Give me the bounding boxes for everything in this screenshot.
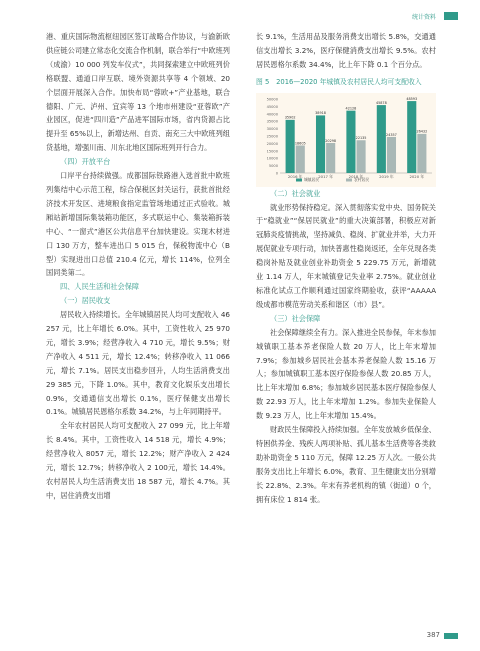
bar-urban [286,119,295,172]
x-tick-label: 2016 年 [287,173,303,179]
legend-label: 城镇居民 [304,176,320,182]
section-heading: 四、人民生活和社会保障 [60,282,140,292]
body-paragraph: 财政民生保障投入持续加强。全年发放城乡低保金、特困供养金、残疾人两项补贴、孤儿基本生活费等各类救助补助资金 5 110 万元，保障 12.25 万人次。一般公共服务支出比上年增长 6.0%，教育、卫生健康支出分别增长 22.8%、2.3%。年末有养老机构的镇（街道）0 个，拥有床位 1 814 张。 [256,425,436,504]
legend-label: 农村居民 [354,176,370,182]
header-accent-bar [444,12,458,20]
y-tick-label: 35000 [266,119,278,124]
section-subheading: （一）居民收支 [60,296,111,306]
bar-urban [346,110,355,172]
data-label: 38918 [315,110,326,115]
x-tick-label: 2018 年 [348,173,364,179]
data-label: 20298 [325,138,337,143]
body-paragraph: 全年农村居民人均可支配收入 27 099 元，比上年增长 8.4%。其中，工资性收入 14 518 元，增长 4.9%；经营净收入 8057 元，增长 12.2%；财产净收入 2 424 元，增长 12.7%；转移净收入 2 100元，增长 14.4%。农村居民人均生活消费支出 18 587 元，增长 4.7%。其中，居住消费支出增 [46,421,230,500]
section-subheading: （三）社会保障 [270,313,321,323]
legend-swatch [296,178,302,181]
body-paragraph: 口岸平台持续做强。成都国际铁路港入选首批中欧班列集结中心示范工程，综合保税区封关运行，获批首批经济技术开发区、进境粮食指定监管场地通过正式验收。城厢站新增国际集装箱功能区，多式联运中心、集装箱拆装中心、“一窗式”港区公共信息平台加快建设。实现木材进口 130 万方，整车进出口 5 015 台，保税物流中心（B型）实现进出口总值 210.4 亿元，增长 114%，位列全国同类第二。 [46,171,230,278]
header-label: 统计资料 [411,14,436,21]
page-number: 387 [426,631,440,639]
y-tick-label: 10000 [266,156,278,161]
bar-urban [407,101,416,173]
right-top-paragraph: 长 9.1%，生活用品及服务消费支出增长 5.8%，交通通信支出增长 3.2%，医疗保健消费支出增长 9.5%。农村居民恩格尔系数 34.4%，比上年下降 0.1 个百分点。 [256,32,436,69]
bar-urban [377,105,386,173]
page-accent-bar [444,633,458,639]
y-tick-label: 25000 [266,134,278,139]
y-tick-label: 50000 [266,97,278,102]
section-subheading: （四）开放平台 [60,157,111,167]
data-label: 48593 [406,96,418,101]
y-tick-label: 20000 [266,141,278,146]
bar-rural [326,143,335,173]
legend-swatch [346,178,352,181]
x-tick-label: 2019 年 [379,173,394,179]
y-tick-label: 0 [275,171,278,176]
body-paragraph: 港、重庆国际物流枢纽园区签订战略合作协议，与渝新欧供应链公司建立常态化交流合作机制，联合举行“中欧班列（成渝）10 000 列发车仪式”，共同探索建立中欧班列价格联盟、通道口岸互联、境外资源共享等 4 个领域、20 个层面开展深入合作。加快布局“蓉欧+”产业基地，联合德阳、广元、泸州、宜宾等 13 个地市州建设“亚蓉欧”产业园区，促进“四川造”产品进军国际市场，省内货源占比提升至 65%以上，新增达州、自贡、南充三大中欧班列组货基地，增强川南、川东北地区国际班列开行合力。 [46,32,230,153]
data-label: 18605 [294,140,306,145]
bar-rural [296,145,305,173]
y-tick-label: 30000 [266,126,278,131]
left-column [46,30,230,503]
body-paragraph: 就业形势保持稳定。深入贯彻落实党中央、国务院关于“稳就业”“保居民就业”的重大决策部署，积极应对新冠肺炎疫情挑战，坚持减负、稳岗、扩就业并举，大力开展促就业专项行动，加快普惠性稳岗返还，全年兑现各类稳岗补贴及就业创业补助资金 5 229.75 万元，新增就业 1.14 万人，年末城镇登记失业率 2.75%。就业创业标准化试点工作顺利通过国家终期验收，获评“AAAAA 级成都市模范劳动关系和谐区（市）县”。 [256,202,436,309]
data-label: 42128 [345,106,357,111]
body-paragraph: 居民收入持续增长。全年城镇居民人均可支配收入 46 257 元，比上年增长 6.0%。其中，工资性收入 25 970 元，增长 3.9%；经营净收入 4 710 元，增长 9.5%；财产净收入 4 511 元，增长 12.4%；转移净收入 11 066 元，增长 7.1%。居民支出稳步回升，人均生活消费支出 29 385 元，下降 1.0%。其中，教育文化娱乐支出增长 0.9%，交通通信支出增长 0.1%，医疗保健支出增长 0.1%。城镇居民恩格尔系数 34.2%，与上年同期持平。 [46,310,230,417]
x-tick-label: 2017 年 [318,173,333,179]
data-label: 26432 [416,129,428,134]
figure-title: 图 5 2016—2020 年城镇及农村居民人均可支配收入 [256,77,422,86]
y-tick-label: 5000 [268,163,278,168]
bar-rural [357,140,366,173]
y-tick-label: 45000 [266,104,278,109]
bar-urban [316,115,325,173]
chart-svg [256,93,436,187]
bar-rural [417,134,426,173]
body-paragraph: 社会保障继续全有力。深入推进全民参保，年末参加城镇职工基本养老保险人数 20 万人，比上年末增加 7.9%；参加城乡居民社会基本养老保险人数 15.16 万人；参加城镇职工基本医疗保险参保人数 20.85 万人，比上年末增加 6.8%；参加城乡居民基本医疗保险参保人数 22.93 万人，比上年末增加 1.2%。参加失业保险人数 9.23 万人，比上年末增加 15.4%。 [256,327,436,421]
data-label: 35902 [284,115,296,120]
income-bar-chart [256,93,436,187]
right-column [256,30,436,506]
data-label: 24357 [386,132,397,137]
y-tick-label: 40000 [266,111,278,116]
bar-rural [387,137,396,173]
data-label: 45878 [375,100,387,105]
y-tick-label: 15000 [266,148,278,153]
data-label: 22135 [355,135,367,140]
x-tick-label: 2020 年 [409,173,425,179]
section-subheading: （二）社会就业 [270,188,321,198]
